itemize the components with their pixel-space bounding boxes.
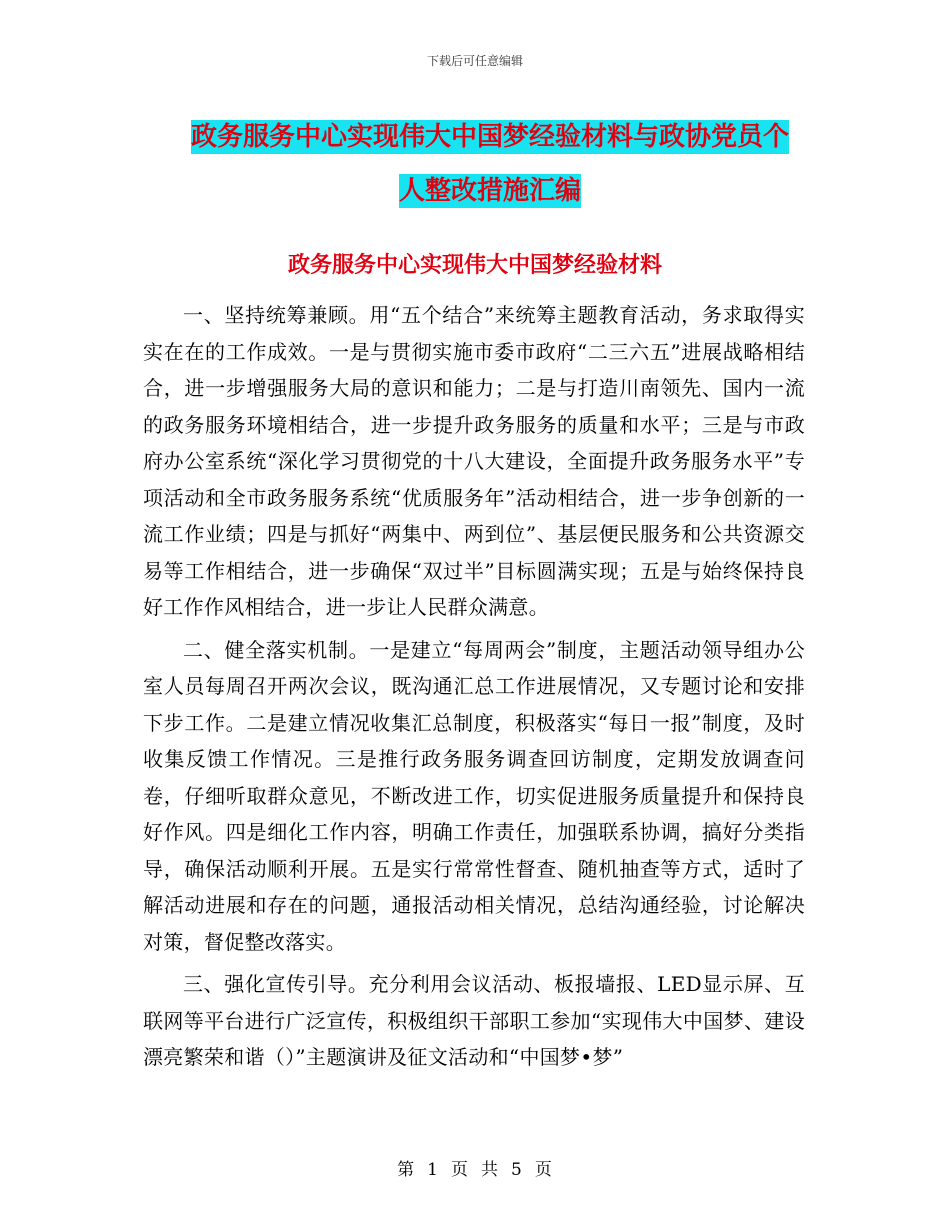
footer-total-pages: 5 <box>511 1160 523 1180</box>
footer-prefix: 第 <box>397 1160 416 1180</box>
header-note: 下载后可任意编辑 <box>426 54 523 68</box>
document-body <box>143 297 805 1082</box>
page-footer <box>0 1155 950 1180</box>
section-title: 政务服务中心实现伟大中国梦经验材料 <box>287 253 662 278</box>
paragraph: 一、坚持统筹兼顾。用“五个结合”来统筹主题教育活动，务求取得实实在在的工作成效。一是与贯彻实施市委市政府“二三六五”进展战略相结合，进一步增强服务大局的意识和能力；二是与打造川南领先、国内一流的政务服务环境相结合，进一步提升政务服务的质量和水平；三是与市政府办公室系统“深化学习贯彻党的十八大建设，全面提升政务服务水平”专项活动和全市政务服务系统“优质服务年”活动相结合，进一步争创新的一流工作业绩；四是与抓好“两集中、两到位”、基层便民服务和公共资源交易等工作相结合，进一步确保“双过半”目标圆满实现；五是与始终保持良好工作作风相结合，进一步让人民群众满意。 <box>143 303 805 619</box>
footer-mid2: 共 <box>481 1160 499 1180</box>
footer-page-number: 1 <box>427 1160 439 1180</box>
document-title-line2: 人整改措施汇编 <box>398 176 581 206</box>
document-title-line1: 政务服务中心实现伟大中国梦经验材料与政协党员个 <box>190 122 789 152</box>
paragraph: 二、健全落实机制。一是建立“每周两会”制度，主题活动领导组办公室人员每周召开两次会议，既沟通汇总工作进展情况，又专题讨论和安排下步工作。二是建立情况收集汇总制度，积极落实“每日一报”制度，及时收集反馈工作情况。三是推行政务服务调查回访制度，定期发放调查问卷，仔细听取群众意见，不断改进工作，切实促进服务质量提升和保持良好作风。四是细化工作内容，明确工作责任，加强联系协调，搞好分类指导，确保活动顺利开展。五是实行常常性督查、随机抽查等方式，适时了解活动进展和存在的问题，通报活动相关情况，总结沟通经验，讨论解决对策，督促整改落实。 <box>143 637 805 954</box>
footer-suffix: 页 <box>534 1160 553 1180</box>
document-title <box>140 110 840 218</box>
footer-mid1: 页 <box>451 1160 469 1180</box>
paragraph: 三、强化宣传引导。充分利用会议活动、板报墙报、LED显示屏、互联网等平台进行广泛宣传，积极组织干部职工参加“实现伟大中国梦、建设漂亮繁荣和谐（）”主题演讲及征文活动和“中国梦•梦” <box>143 972 805 1069</box>
